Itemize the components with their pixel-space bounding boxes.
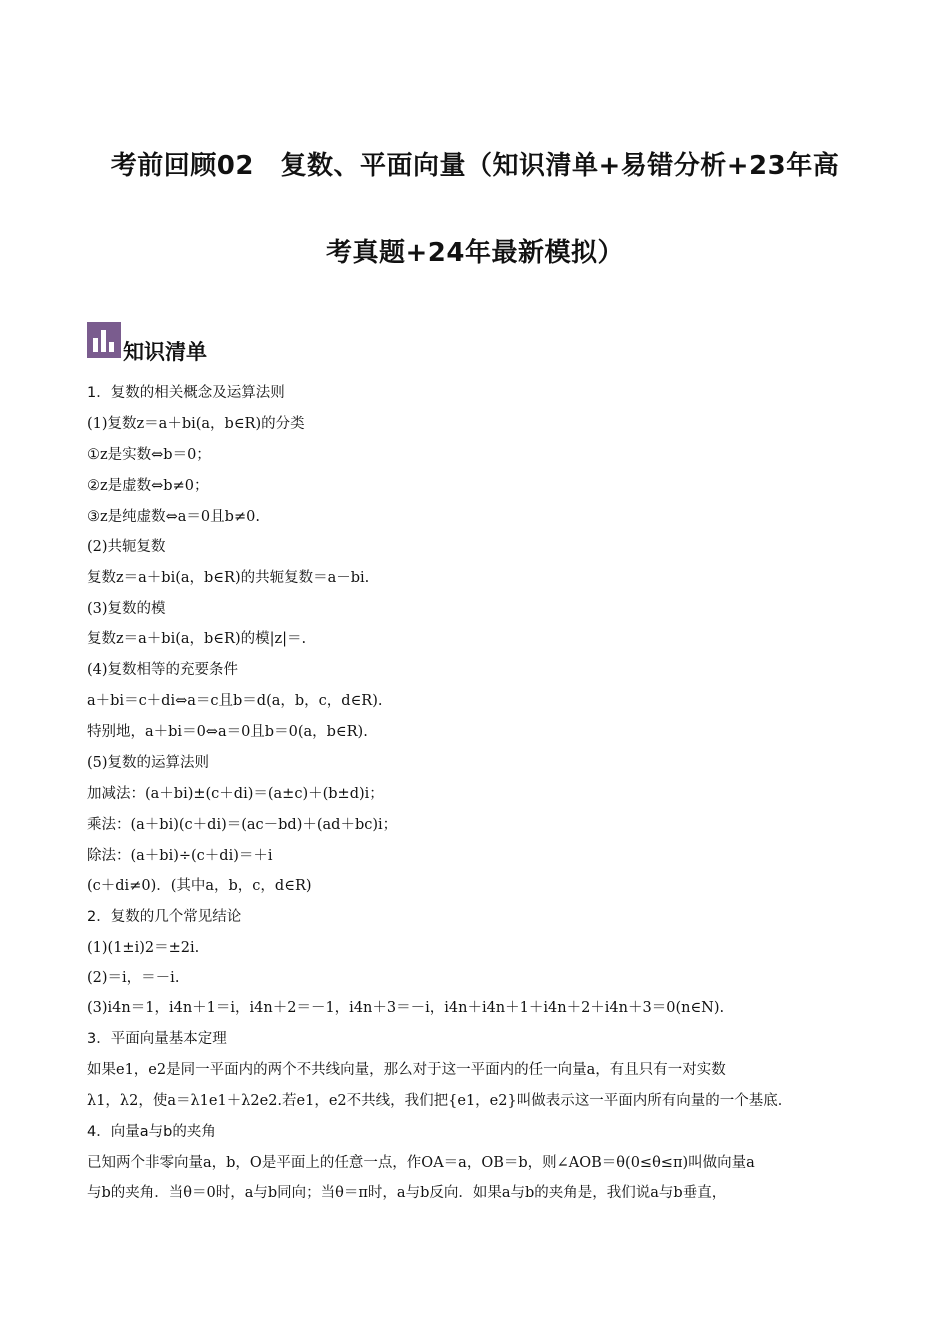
- text-line: (1)(1±i)2＝±2i.: [87, 940, 200, 956]
- text-line: 复数z＝a＋bi(a，b∈R)的共轭复数＝a－bi.: [87, 570, 370, 586]
- heading-3: 3．平面向量基本定理: [87, 1031, 227, 1047]
- text-line: ②z是虚数⇔b≠0；: [87, 478, 209, 494]
- text-line: ③z是纯虚数⇔a＝0且b≠0.: [87, 509, 260, 525]
- heading-1: 1．复数的相关概念及运算法则: [87, 385, 285, 401]
- text-line: (3)i4n＝1，i4n＋1＝i，i4n＋2＝－1，i4n＋3＝－i，i4n＋i4n＋1＋i4n＋2＋i4n＋3＝0(n∈N).: [87, 1000, 725, 1016]
- heading-4: 4．向量a与b的夹角: [87, 1124, 216, 1140]
- bar-chart-icon: [87, 322, 121, 358]
- text-line: 如果e1，e2是同一平面内的两个不共线向量，那么对于这一平面内的任一向量a，有且只有一对实数: [87, 1062, 726, 1078]
- text-line: λ1，λ2，使a＝λ1e1＋λ2e2.若e1，e2不共线，我们把{e1，e2}叫做表示这一平面内所有向量的一个基底．: [87, 1093, 793, 1109]
- text-line: (4)复数相等的充要条件: [87, 662, 239, 678]
- text-line: (2)共轭复数: [87, 539, 166, 555]
- section-title: 知识清单: [123, 340, 207, 364]
- text-line: (5)复数的运算法则: [87, 755, 210, 771]
- text-line: ①z是实数⇔b＝0；: [87, 447, 211, 463]
- text-line: (1)复数z＝a＋bi(a，b∈R)的分类: [87, 416, 305, 432]
- document-title-line-1: 考前回顾02 复数、平面向量（知识清单+易错分析+23年高: [110, 151, 840, 181]
- text-line: (2)＝i，＝－i.: [87, 970, 180, 986]
- text-line: 加减法：(a＋bi)±(c＋di)＝(a±c)＋(b±d)i；: [87, 786, 384, 802]
- text-line: 复数z＝a＋bi(a，b∈R)的模|z|＝.: [87, 631, 307, 647]
- text-line: 除法：(a＋bi)÷(c＋di)＝＋i: [87, 848, 273, 864]
- text-line: (3)复数的模: [87, 601, 166, 617]
- text-line: 已知两个非零向量a，b，O是平面上的任意一点，作OA＝a，OB＝b，则∠AOB＝θ(0≤θ≤π)叫做向量a: [87, 1155, 755, 1171]
- heading-2: 2．复数的几个常见结论: [87, 909, 242, 925]
- text-line: 与b的夹角．当θ＝0时，a与b同向；当θ＝π时，a与b反向．如果a与b的夹角是，我们说a与b垂直，: [87, 1185, 727, 1201]
- text-line: 乘法：(a＋bi)(c＋di)＝(ac－bd)＋(ad＋bc)i；: [87, 817, 398, 833]
- text-line: 特别地，a＋bi＝0⇔a＝0且b＝0(a，b∈R).: [87, 724, 368, 740]
- document-title-line-2: 考真题+24年最新模拟）: [326, 238, 624, 268]
- text-line: (c＋di≠0)．(其中a，b，c，d∈R): [87, 878, 312, 894]
- text-line: a＋bi＝c＋di⇔a＝c且b＝d(a，b，c，d∈R).: [87, 693, 383, 709]
